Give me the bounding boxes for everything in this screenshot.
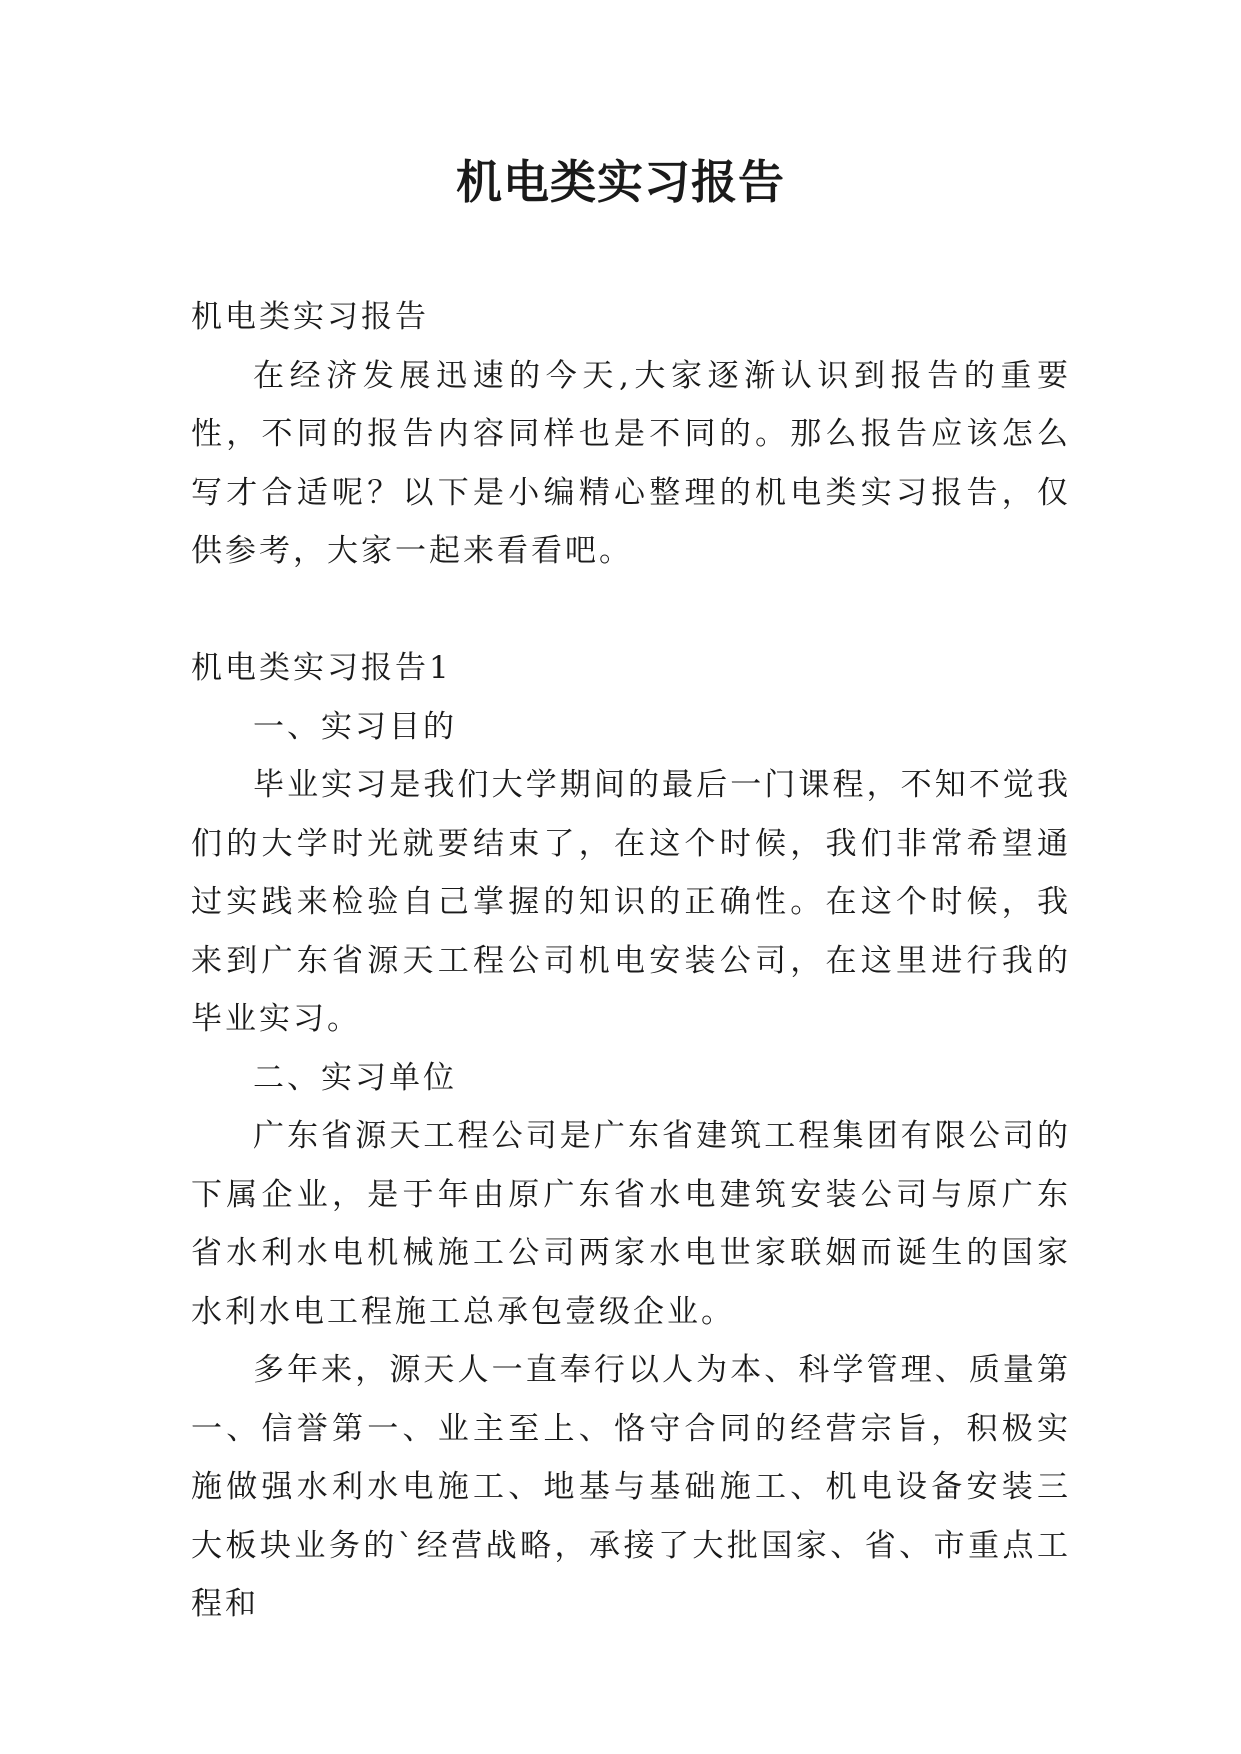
- document-subtitle: 机电类实习报告: [191, 299, 429, 335]
- document-body: [191, 288, 1071, 1634]
- section-heading: 机电类实习报告1: [191, 650, 452, 686]
- paragraph-gap: [191, 581, 1071, 640]
- part1-heading: 一、实习目的: [253, 708, 457, 745]
- part2-paragraph-2: 多年来，源天人一直奉行以人为本、科学管理、质量第一、信誉第一、业主至上、恪守合同的经营宗旨，积极实施做强水利水电施工、地基与基础施工、机电设备安装三大板块业务的`经营战略，承接了大批国家、省、市重点工程和: [191, 1352, 1071, 1622]
- document-title: 机电类实习报告: [456, 155, 785, 209]
- part1-paragraph: 毕业实习是我们大学期间的最后一门课程，不知不觉我们的大学时光就要结束了，在这个时候，我们非常希望通过实践来检验自己掌握的知识的正确性。在这个时候，我来到广东省源天工程公司机电安装公司，在这里进行我的毕业实习。: [191, 767, 1071, 1037]
- part2-paragraph-1: 广东省源天工程公司是广东省建筑工程集团有限公司的下属企业，是于年由原广东省水电建筑安装公司与原广东省水利水电机械施工公司两家水电世家联姻而诞生的国家水利水电工程施工总承包壹级企业。: [191, 1118, 1071, 1330]
- part2-heading: 二、实习单位: [253, 1059, 457, 1096]
- intro-paragraph: 在经济发展迅速的今天,大家逐渐认识到报告的重要性，不同的报告内容同样也是不同的。那么报告应该怎么写才合适呢？以下是小编精心整理的机电类实习报告，仅供参考，大家一起来看看吧。: [191, 357, 1071, 569]
